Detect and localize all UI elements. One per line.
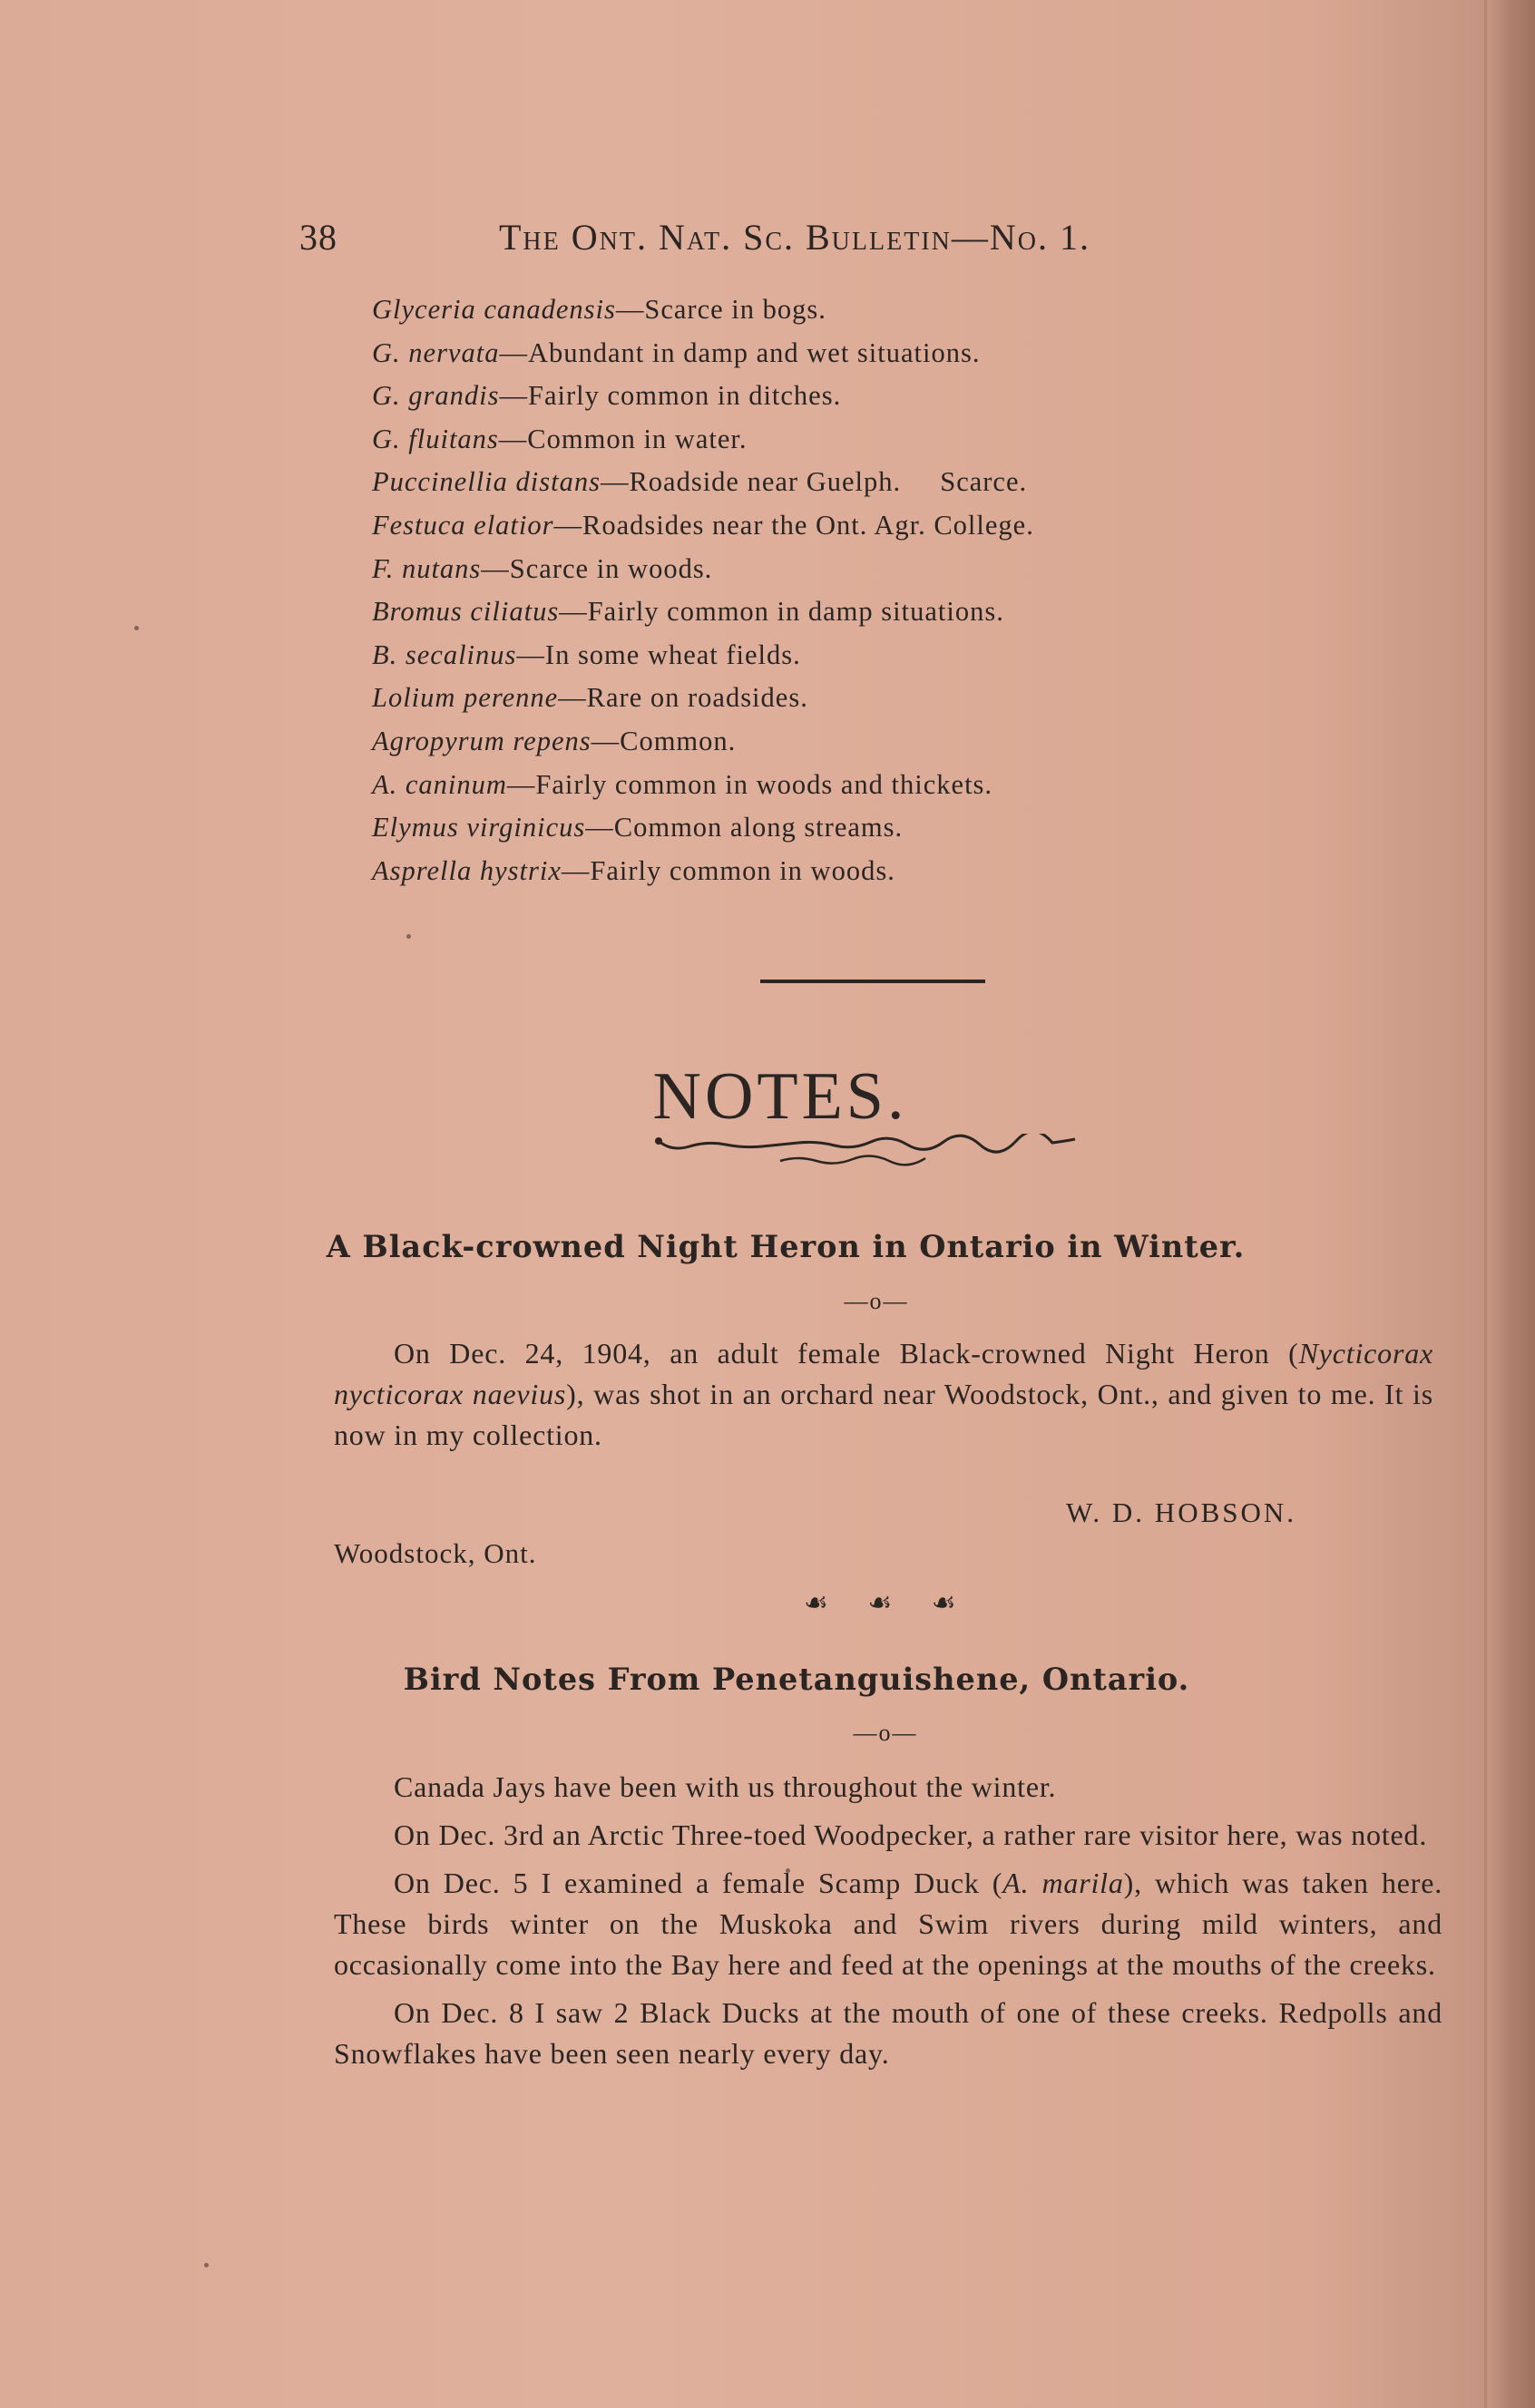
- list-item: [372, 850, 1297, 893]
- notes-heading: NOTES.: [652, 1059, 908, 1134]
- paper-speck: [204, 2263, 209, 2267]
- list-item: [372, 764, 1297, 807]
- species-name: G. fluitans: [372, 423, 499, 454]
- list-item: [372, 332, 1297, 375]
- list-item: [372, 504, 1297, 548]
- paper-speck: [134, 626, 139, 630]
- species-note: —In some wheat fields.: [516, 639, 801, 670]
- title-separator: —o—: [853, 1720, 918, 1746]
- species-name: Asprella hystrix: [372, 854, 562, 886]
- list-item: [372, 590, 1297, 634]
- running-title: The Ont. Nat. Sc. Bulletin—No. 1.: [499, 217, 1090, 258]
- page-number: 38: [299, 217, 337, 258]
- paper-speck: [406, 934, 411, 939]
- species-name: G. grandis: [372, 380, 500, 412]
- species-note: —Roadside near Guelph. Scarce.: [600, 466, 1028, 498]
- list-item: [372, 677, 1297, 720]
- species-note: —Rare on roadsides.: [558, 682, 808, 714]
- species-name: A. caninum: [372, 768, 507, 800]
- author-signature: W. D. HOBSON.: [1066, 1496, 1297, 1528]
- species-name: B. secalinus: [372, 639, 517, 670]
- section-divider-rule: [760, 980, 985, 983]
- species-name: Elymus virginicus: [372, 812, 586, 843]
- paragraph: Canada Jays have been with us throughout the winter.: [394, 1770, 1057, 1803]
- list-item: [372, 288, 1297, 332]
- paragraph: [334, 1863, 1442, 1985]
- grass-species-list: [372, 288, 1297, 892]
- species-name: F. nutans: [372, 552, 482, 584]
- species-note: —Common along streams.: [585, 812, 904, 843]
- list-item: [372, 375, 1297, 418]
- title-separator: —o—: [844, 1288, 909, 1314]
- species-note: —Common in water.: [498, 423, 748, 454]
- species-name: Glyceria canadensis: [372, 294, 616, 325]
- scientific-name: Nycticorax nycticorax naevius: [334, 1337, 1433, 1410]
- species-note: —Fairly common in woods.: [561, 854, 895, 886]
- text-run: On Dec. 5 I examined a female Scamp Duck (: [394, 1867, 1003, 1899]
- paragraph: On Dec. 8 I saw 2 Black Ducks at the mouth of one of these creeks. Redpolls and Snowflakes have been seen nearly every day.: [334, 1996, 1442, 2070]
- species-name: Puccinellia distans: [372, 466, 601, 498]
- article-body: [334, 1767, 1442, 2081]
- list-item: [372, 548, 1297, 591]
- list-item: [372, 720, 1297, 764]
- list-item: [372, 418, 1297, 462]
- list-item: [372, 461, 1297, 504]
- species-note: —Fairly common in woods and thickets.: [506, 768, 993, 800]
- flourish-ornament: [653, 1134, 1080, 1170]
- list-item: [372, 806, 1297, 850]
- scientific-name: A. marila: [1002, 1867, 1124, 1899]
- species-note: —Roadsides near the Ont. Agr. College.: [553, 509, 1034, 541]
- species-note: —Common.: [591, 725, 737, 756]
- text-run: On Dec. 24, 1904, an adult female Black-crowned Night Heron (: [394, 1337, 1299, 1370]
- paragraph: On Dec. 3rd an Arctic Three-toed Woodpecker, a rather rare visitor here, was noted.: [394, 1818, 1428, 1851]
- text-run: ), which was taken here. These birds winter on the Muskoka and Swim rivers during mild winters, and occasionally come into the Bay here and feed at the openings at the mouths of the creeks.: [334, 1867, 1443, 1981]
- species-name: Lolium perenne: [372, 682, 559, 714]
- species-note: —Fairly common in damp situations.: [559, 596, 1004, 628]
- species-note: —Scarce in woods.: [481, 552, 713, 584]
- page-edge-shadow: [1488, 0, 1535, 2408]
- fleuron-ornament: ☙ ☙ ☙: [804, 1588, 973, 1618]
- page-header: [299, 216, 1252, 261]
- text-run: ), was shot in an orchard near Woodstock, Ont., and given to me. It is now in my collection.: [334, 1378, 1433, 1451]
- species-name: Agropyrum repens: [372, 725, 592, 756]
- species-name: Bromus ciliatus: [372, 596, 560, 628]
- list-item: [372, 634, 1297, 678]
- paragraph: [334, 1333, 1433, 1456]
- species-note: —Scarce in bogs.: [615, 294, 826, 325]
- article-body: [334, 1333, 1433, 1463]
- species-name: G. nervata: [372, 336, 500, 368]
- species-note: —Fairly common in ditches.: [499, 380, 842, 412]
- article-title: Bird Notes From Penetanguishene, Ontario.: [403, 1662, 1190, 1697]
- species-name: Festuca elatior: [372, 509, 554, 541]
- author-place: Woodstock, Ont.: [334, 1537, 537, 1569]
- page-fold-line: [1484, 0, 1487, 2408]
- article-title: A Black-crowned Night Heron in Ontario in Winter.: [326, 1229, 1246, 1264]
- species-note: —Abundant in damp and wet situations.: [499, 336, 981, 368]
